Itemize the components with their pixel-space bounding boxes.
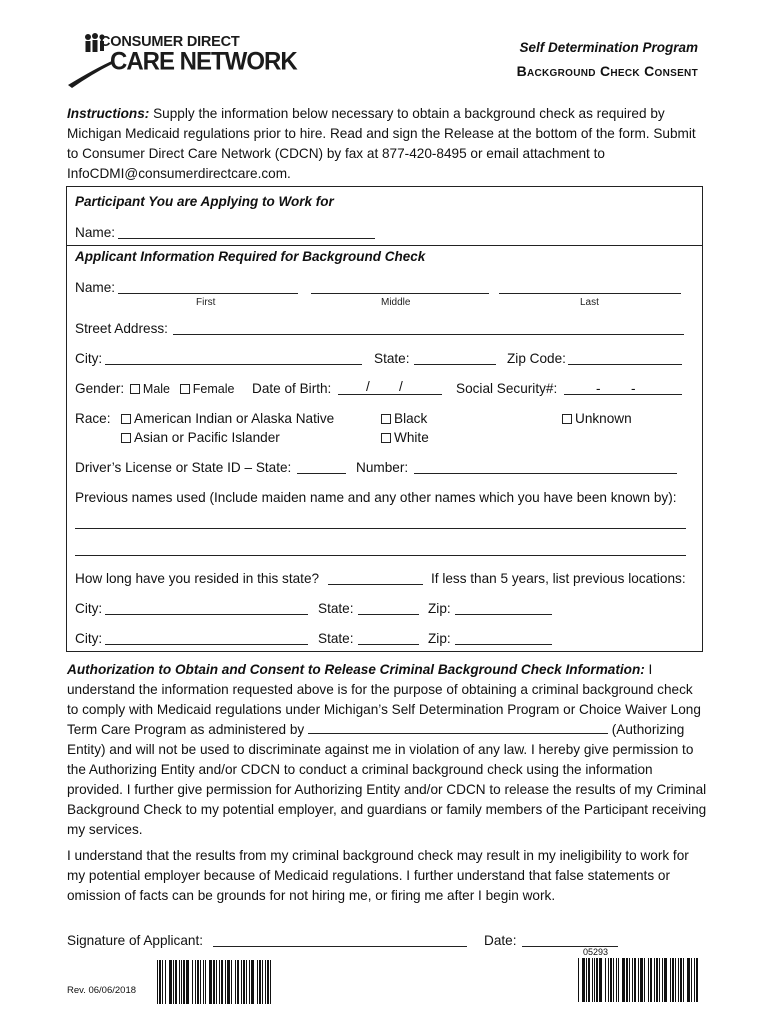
race-option-american-indian[interactable]: American Indian or Alaska Native: [121, 411, 334, 426]
loc1-city-label: City:: [75, 601, 103, 616]
barcode-bar: [165, 960, 166, 1004]
barcode-bar: [592, 958, 593, 1002]
authorization-paragraph: [67, 660, 707, 840]
race-option-asian[interactable]: Asian or Pacific Islander: [121, 430, 280, 445]
city-label: City:: [75, 351, 103, 366]
barcode-bar: [608, 958, 609, 1002]
barcode-bar: [251, 960, 254, 1004]
date-label: Date:: [484, 933, 517, 948]
loc2-state-field[interactable]: [358, 644, 419, 645]
middle-name-field[interactable]: [311, 293, 489, 294]
barcode-bar: [672, 958, 674, 1002]
loc2-state-label: State:: [318, 631, 354, 646]
last-name-field[interactable]: [499, 293, 681, 294]
barcode-bar: [605, 958, 606, 1002]
barcode-bar: [659, 958, 660, 1002]
barcode-bar: [221, 960, 223, 1004]
barcode-bar: [265, 960, 266, 1004]
barcode-bar: [216, 960, 217, 1004]
american-indian-checkbox[interactable]: [121, 414, 131, 424]
zip-label: Zip Code:: [507, 351, 566, 366]
barcode-bar: [662, 958, 663, 1002]
barcode-bar: [594, 958, 595, 1002]
loc2-city-field[interactable]: [105, 644, 308, 645]
barcode-bar: [231, 960, 232, 1004]
box-divider: [66, 245, 703, 246]
barcode-bar: [670, 958, 671, 1002]
barcode-bar: [270, 960, 271, 1004]
signature-field[interactable]: [213, 946, 467, 947]
female-checkbox[interactable]: [180, 384, 190, 394]
barcode-bar: [169, 960, 172, 1004]
barcode-bar: [157, 960, 158, 1004]
dob-slash-1: /: [366, 379, 370, 394]
street-field[interactable]: [173, 334, 684, 335]
race-option-black[interactable]: Black: [381, 411, 427, 426]
barcode-bar: [195, 960, 196, 1004]
male-checkbox[interactable]: [130, 384, 140, 394]
barcode-bar: [586, 958, 587, 1002]
barcode-bar: [618, 958, 619, 1002]
barcode-bar: [209, 960, 212, 1004]
program-title: Self Determination Program: [519, 40, 698, 55]
logo-text-top: CONSUMER DIRECT: [100, 34, 240, 50]
ssn-dash-2: -: [631, 381, 636, 396]
barcode-bar: [259, 960, 261, 1004]
barcode-bar: [678, 958, 679, 1002]
applicant-name-label: Name:: [75, 280, 116, 295]
barcode-bar: [675, 958, 676, 1002]
barcode-bar: [227, 960, 230, 1004]
barcode-bar: [179, 960, 180, 1004]
prev-locations-label: If less than 5 years, list previous locations:: [431, 571, 686, 586]
barcode-bar: [650, 958, 652, 1002]
street-label: Street Address:: [75, 321, 168, 336]
barcode-bar: [200, 960, 201, 1004]
barcode-bar: [613, 958, 614, 1002]
instructions: [67, 104, 707, 184]
first-caption: First: [196, 297, 216, 308]
dob-field[interactable]: [338, 394, 442, 395]
barcode-bar: [186, 960, 189, 1004]
prev-names-label: Previous names used (Include maiden name and any other names which you have been known by):: [75, 490, 677, 505]
instructions-text: Supply the information below necessary to obtain a background check as required by Michigan Medicaid regulations prior to hire. Read and sign the Release at the bottom of the form. Submit to Consumer Direct Care Network (CDCN) by fax at 877-420-8495 or email attachment to InfoCDMI@consumerdirectcare.com.: [67, 106, 696, 181]
ssn-field[interactable]: [564, 394, 682, 395]
instructions-label: Instructions:: [67, 106, 150, 121]
dl-state-label: Driver’s License or State ID – State:: [75, 460, 292, 475]
barcode-bar: [578, 958, 579, 1002]
race-label: Race:: [75, 411, 111, 426]
barcode-bar: [632, 958, 633, 1002]
zip-field[interactable]: [568, 364, 682, 365]
barcode-bar: [694, 958, 695, 1002]
authorization-text-2: (Authorizing Entity) and will not be used to discriminate against me in violation of any law. I hereby give permission to the Authorizing Entity and/or CDCN to conduct a criminal background check using the information provided. I further give permission for Authorizing Entity and/or CDCN to release the results of my Criminal Background Check to my potential employer, and guardians or family members of the Participant receiving my services.: [67, 722, 707, 837]
dl-state-field[interactable]: [297, 473, 346, 474]
prev-names-field-1[interactable]: [75, 528, 686, 529]
form-title: Background Check Consent: [516, 63, 698, 79]
loc2-zip-field[interactable]: [455, 644, 552, 645]
resided-label: How long have you resided in this state?: [75, 571, 320, 586]
barcode-bar: [680, 958, 682, 1002]
barcode-bar: [213, 960, 215, 1004]
barcode-bar: [599, 958, 602, 1002]
loc1-state-field[interactable]: [358, 614, 419, 615]
ssn-dash-1: -: [596, 381, 601, 396]
applicant-heading: Applicant Information Required for Background Check: [75, 249, 426, 264]
barcode-bar: [225, 960, 226, 1004]
black-checkbox[interactable]: [381, 414, 391, 424]
barcode-bar: [696, 958, 698, 1002]
barcode-bar: [582, 958, 585, 1002]
resided-field[interactable]: [328, 584, 423, 585]
barcode-bar: [262, 960, 263, 1004]
race-option-white[interactable]: White: [381, 430, 429, 445]
barcode-bar: [162, 960, 163, 1004]
participant-heading: Participant You are Applying to Work for: [75, 194, 334, 209]
barcode-bar: [610, 958, 612, 1002]
cdcn-logo: [66, 30, 297, 92]
loc1-zip-field[interactable]: [455, 614, 552, 615]
ssn-label: Social Security#:: [456, 381, 558, 396]
barcode-bar: [246, 960, 247, 1004]
female-label: Female: [192, 382, 235, 396]
barcode-bar: [648, 958, 649, 1002]
logo-text-bottom: CARE NETWORK: [110, 47, 297, 76]
barcode-bar: [257, 960, 258, 1004]
barcode-bar: [691, 958, 692, 1002]
barcode-bar: [192, 960, 193, 1004]
consequences-paragraph: I understand that the results from my criminal background check may result in my ineligibility to work for my potential employer because of Medicaid regulations. I further understand that false statements or omission of facts can be grounds for not hiring me, or firing me after I begin work.: [67, 848, 689, 903]
loc2-zip-label: Zip:: [428, 631, 451, 646]
barcode-bar: [683, 958, 684, 1002]
barcode-bar: [181, 960, 182, 1004]
gender-label: Gender:: [75, 381, 125, 396]
barcode-bar: [656, 958, 658, 1002]
prev-names-field-2[interactable]: [75, 555, 686, 556]
barcode-bar: [183, 960, 185, 1004]
authorizing-entity-field[interactable]: [308, 721, 608, 734]
male-label: Male: [142, 382, 170, 396]
barcode-bar: [175, 960, 177, 1004]
barcode-bar: [243, 960, 245, 1004]
authorization-heading: Authorization to Obtain and Consent to Release Criminal Background Check Information:: [67, 662, 645, 677]
revision-date: Rev. 06/06/2018: [67, 985, 137, 996]
barcode-bar: [664, 958, 667, 1002]
signature-label: Signature of Applicant:: [67, 933, 204, 948]
state-field[interactable]: [414, 364, 496, 365]
barcode-bar: [654, 958, 655, 1002]
barcode-bar: [241, 960, 242, 1004]
barcode-bar: [235, 960, 236, 1004]
barcode-bar: [219, 960, 220, 1004]
barcode-bar: [644, 958, 645, 1002]
barcode-bar: [588, 958, 590, 1002]
barcode-right: [578, 958, 701, 1002]
barcode-left: [157, 960, 277, 1004]
barcode-bar: [205, 960, 206, 1004]
unknown-checkbox[interactable]: [562, 414, 572, 424]
barcode-bar: [197, 960, 199, 1004]
white-checkbox[interactable]: [381, 433, 391, 443]
barcode-bar: [687, 958, 690, 1002]
form-code: 05293: [583, 947, 609, 957]
barcode-bar: [596, 958, 598, 1002]
race-option-unknown[interactable]: Unknown: [562, 411, 632, 426]
barcode-bar: [640, 958, 643, 1002]
barcode-bar: [629, 958, 630, 1002]
dob-label: Date of Birth:: [252, 381, 332, 396]
barcode-bar: [267, 960, 269, 1004]
loc1-city-field[interactable]: [105, 614, 308, 615]
barcode-bar: [173, 960, 174, 1004]
barcode-bar: [249, 960, 250, 1004]
barcode-bar: [622, 958, 625, 1002]
barcode-bar: [626, 958, 628, 1002]
barcode-bar: [159, 960, 161, 1004]
barcode-bar: [616, 958, 617, 1002]
middle-caption: Middle: [381, 297, 411, 308]
barcode-bar: [634, 958, 636, 1002]
dob-slash-2: /: [399, 379, 403, 394]
barcode-bar: [203, 960, 204, 1004]
city-field[interactable]: [105, 364, 362, 365]
loc2-city-label: City:: [75, 631, 103, 646]
participant-name-label: Name:: [75, 225, 116, 240]
state-label: State:: [374, 351, 410, 366]
barcode-bar: [638, 958, 639, 1002]
first-name-field[interactable]: [118, 293, 298, 294]
asian-checkbox[interactable]: [121, 433, 131, 443]
participant-name-field[interactable]: [118, 238, 375, 239]
dl-number-label: Number:: [356, 460, 409, 475]
gender-row: [75, 381, 234, 396]
authorization-text-1: I understand the information requested above is for the purpose of obtaining a criminal background check to comply with Medicaid regulations under Michigan’s Self Determination Program or Choice Waiver Long Term Care Program as administered by: [67, 662, 701, 737]
dl-number-field[interactable]: [414, 473, 677, 474]
barcode-bar: [237, 960, 239, 1004]
loc1-zip-label: Zip:: [428, 601, 451, 616]
loc1-state-label: State:: [318, 601, 354, 616]
last-caption: Last: [580, 297, 599, 308]
